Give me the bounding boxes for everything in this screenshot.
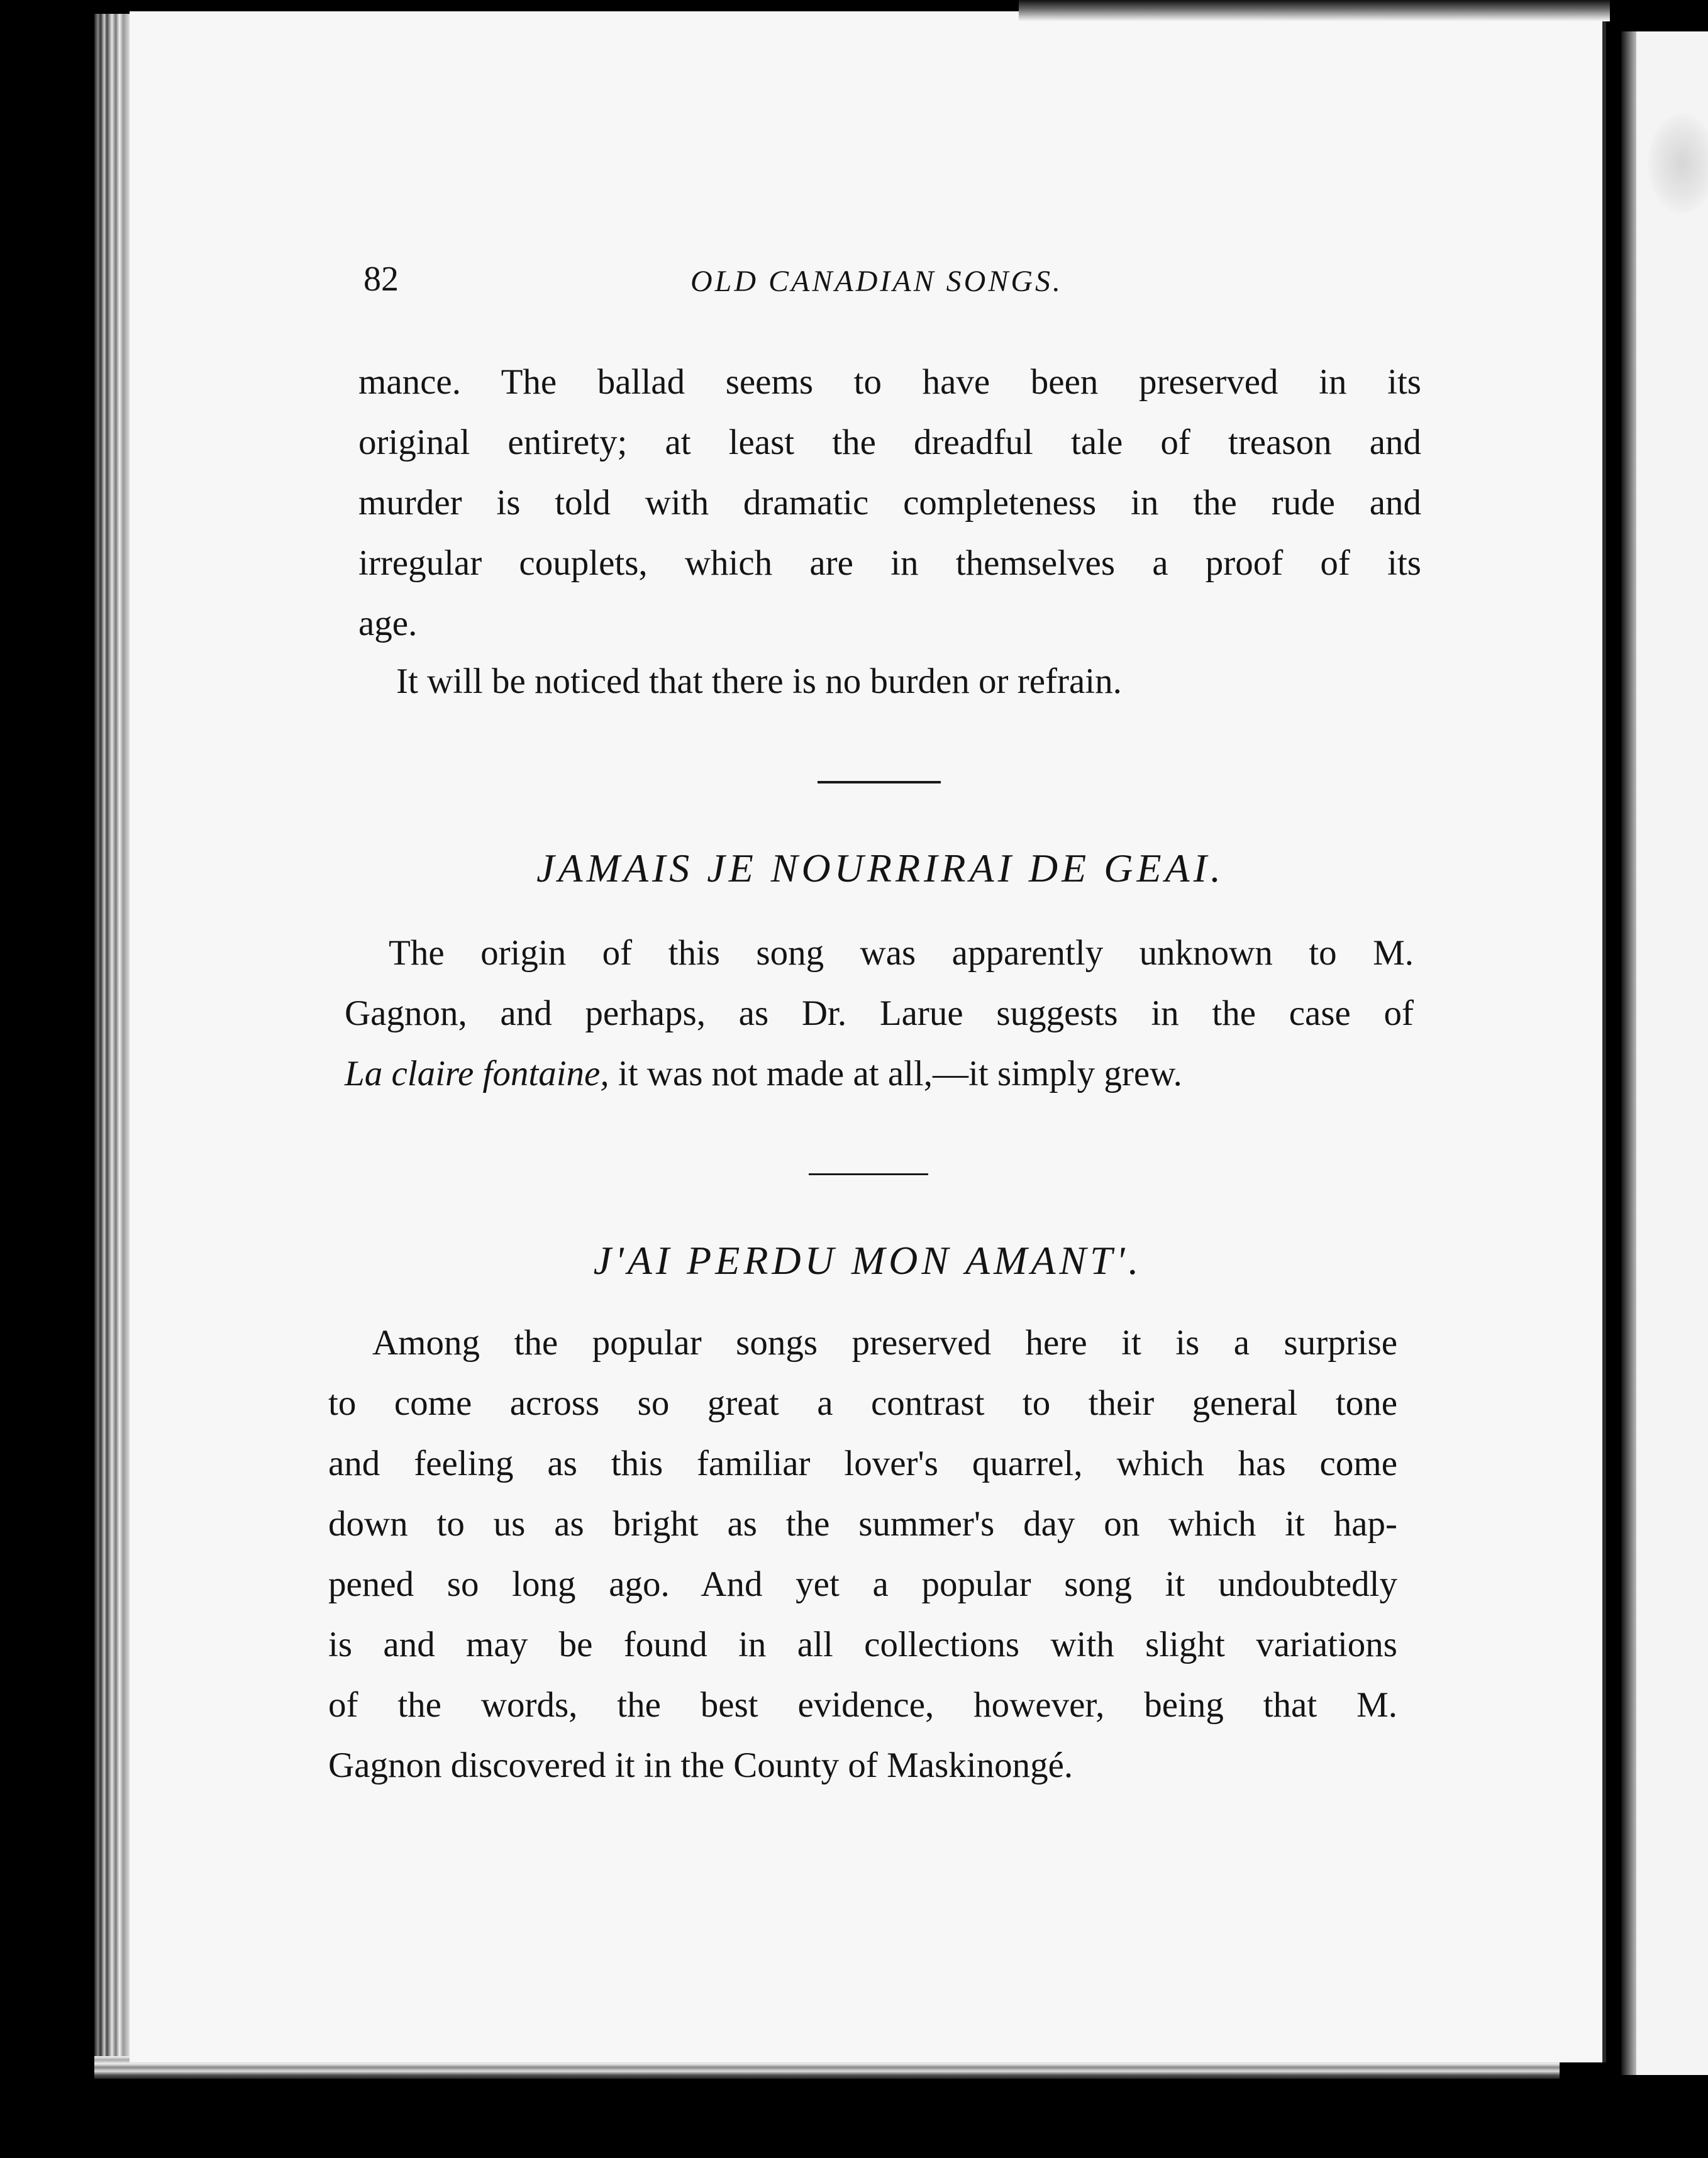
text-line: of the words, the best evidence, however, being that M. <box>328 1685 1397 1725</box>
perdu-paragraph <box>328 1313 1397 1796</box>
text-line: and feeling as this familiar lover's quarrel, which has come <box>328 1444 1397 1483</box>
running-head: OLD CANADIAN SONGS. <box>690 265 1063 298</box>
text-line: pened so long ago. And yet a popular song it undoubtedly <box>328 1564 1397 1604</box>
text-line: The origin of this song was apparently unknown to M. <box>389 933 1414 973</box>
text-line: It will be noticed that there is no burden or refrain. <box>396 661 1122 701</box>
section-divider <box>809 1173 928 1175</box>
text-line: murder is told with dramatic completeness in the rude and <box>358 483 1421 523</box>
adjacent-page-gutter <box>1621 31 1636 2075</box>
text-line: Among the popular songs preserved here it is a surprise <box>372 1323 1397 1363</box>
text-line: mance. The ballad seems to have been preserved in its <box>358 362 1421 402</box>
text-line: Gagnon, and perhaps, as Dr. Larue suggests in the case of <box>345 993 1414 1033</box>
section-heading-perdu: J'AI PERDU MON AMANT'. <box>593 1238 1143 1283</box>
text-line: Gagnon discovered it in the County of Maskinongé. <box>328 1746 1073 1785</box>
text-fragment: it was not made at all,—it simply grew. <box>609 1054 1182 1093</box>
page-top-shadow <box>1019 0 1610 21</box>
book-binding-edge <box>94 14 132 2069</box>
section-heading-jamais: JAMAIS JE NOURRIRAI DE GEAI. <box>536 846 1224 890</box>
intro-paragraph <box>358 352 1421 654</box>
page-number: 82 <box>363 260 399 299</box>
text-line <box>345 1044 1414 1104</box>
jamais-paragraph <box>345 923 1414 1104</box>
text-line: irregular couplets, which are in themselves a proof of its <box>358 543 1421 583</box>
text-line: down to us as bright as the summer's day on which it hap- <box>328 1504 1397 1544</box>
text-line: is and may be found in all collections with slight variations <box>328 1625 1397 1664</box>
page-header <box>363 254 1118 304</box>
text-line: age. <box>358 604 418 643</box>
text-line: original entirety; at least the dreadful tale of treason and <box>358 423 1421 462</box>
text-line: to come across so great a contrast to their general tone <box>328 1383 1397 1423</box>
section-divider <box>818 781 941 783</box>
song-title-reference: La claire fontaine, <box>345 1054 609 1093</box>
note-paragraph <box>396 651 1295 712</box>
